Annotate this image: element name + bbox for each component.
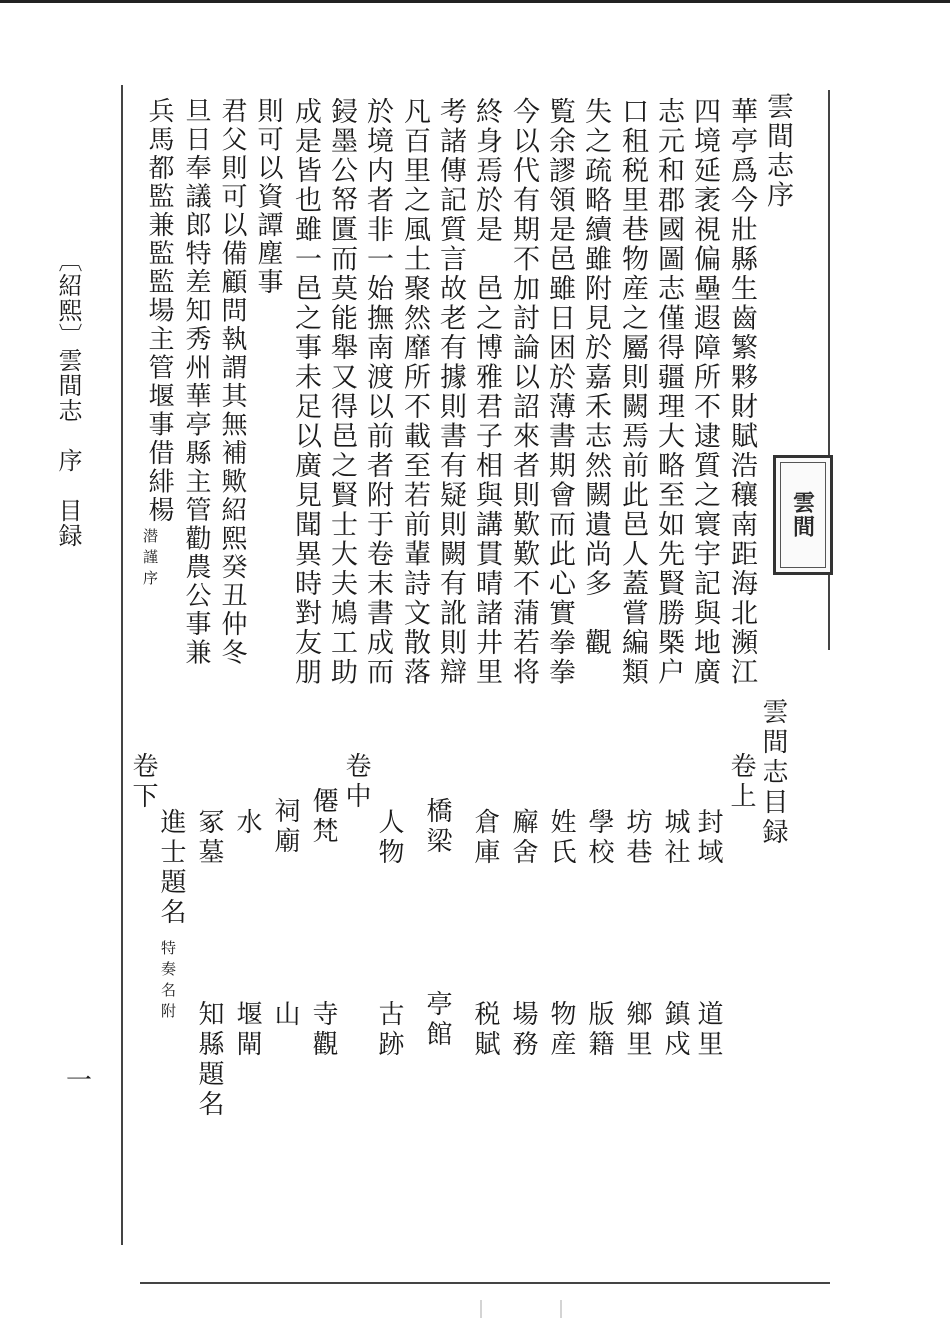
toc-item: 道里 xyxy=(693,1000,723,1060)
preface-column: 鋟墨公帑匱而莫能舉又得邑之賢士大夫鳩工助 xyxy=(326,97,357,687)
toc-item: 版籍 xyxy=(584,1000,614,1060)
toc-item: 廨舍 xyxy=(508,808,538,868)
top-border xyxy=(0,0,950,3)
toc-item: 僊梵 xyxy=(308,787,338,847)
toc-item: 學校 xyxy=(584,808,614,868)
scan-mark xyxy=(480,1300,482,1318)
preface-signature: 潜謹序 xyxy=(141,528,159,591)
bottom-border-rule xyxy=(140,1282,830,1284)
preface-column: 志元和郡國圖志僅得疆理大略至如先賢勝槩户 xyxy=(653,97,684,687)
toc-item: 倉庫 xyxy=(470,808,500,868)
preface-column: 口租税里巷物産之屬則闕焉前此邑人蓋嘗編類 xyxy=(617,97,648,687)
toc-juan-zhong: 卷中 xyxy=(341,752,371,812)
toc-item: 寺觀 xyxy=(308,1000,338,1060)
toc-item: 城社 xyxy=(660,808,690,868)
toc-item: 知縣題名 xyxy=(194,1000,224,1120)
toc-item: 場務 xyxy=(508,1000,538,1060)
side-header: 〔紹熙〕雲間志 序 目録 xyxy=(54,248,82,548)
toc-item: 冢墓 xyxy=(194,808,224,868)
scan-mark xyxy=(560,1300,562,1318)
preface-column: 君父則可以備顧問執謂其無補歟紹熙癸丑仲冬 xyxy=(217,97,247,667)
preface-title: 雲間志序 xyxy=(762,92,793,210)
toc-item: 人物 xyxy=(374,808,404,868)
toc-item: 進士題名 xyxy=(156,808,186,928)
preface-column: 成是皆也雖一邑之事未足以廣見聞異時對友朋 xyxy=(290,97,321,687)
preface-column: 今以代有期不加討論以詔來者則歎歎不蒲若将 xyxy=(508,97,539,687)
toc-item: 鄉里 xyxy=(622,1000,652,1060)
preface-column: 於境内者非一始撫南渡以前者附于卷末書成而 xyxy=(362,97,393,687)
toc-item: 封域 xyxy=(693,808,723,868)
toc-item: 橋梁 xyxy=(422,797,452,857)
toc-item: 亭館 xyxy=(422,990,452,1050)
toc-item: 古跡 xyxy=(374,1000,404,1060)
toc-item: 坊巷 xyxy=(622,808,652,868)
toc-item: 山 xyxy=(270,1000,300,1030)
preface-column: 旦日奉議郎特差知秀州華亭縣主管勸農公事兼 xyxy=(181,97,211,667)
left-border-rule xyxy=(121,85,123,1245)
preface-column: 四境延袤視偏壘遐障所不逮質之寰宇記與地廣 xyxy=(689,97,720,687)
toc-juan-shang: 卷上 xyxy=(726,752,756,812)
seal-stamp xyxy=(773,455,833,575)
toc-item: 鎮戍 xyxy=(660,1000,690,1060)
toc-note: 特奏名附 xyxy=(159,940,177,1024)
preface-column: 凡百里之風土聚然靡所不載至若前輩詩文散落 xyxy=(399,97,430,687)
preface-column: 終身焉於是 邑之博雅君子相與講貫晴諸井里 xyxy=(471,97,502,687)
preface-column: 失之疏略續雖附見於嘉禾志然闕遺尚多 觀 xyxy=(580,97,611,658)
page-number: 一 xyxy=(66,1066,94,1096)
toc-item: 姓氏 xyxy=(546,808,576,868)
toc-juan-xia: 卷下 xyxy=(128,752,158,812)
preface-column: 則可以資譚塵事 xyxy=(253,97,283,297)
toc-item: 祠廟 xyxy=(270,797,300,857)
preface-column: 華亭爲今壯縣生齒繁夥財賦浩穰南距海北瀕江 xyxy=(726,97,757,687)
preface-column: 兵馬都監兼監監場主管堰事借緋楊 xyxy=(144,97,174,525)
toc-item: 水 xyxy=(232,808,262,838)
toc-item: 堰閘 xyxy=(232,1000,262,1060)
toc-title: 雲間志目録 xyxy=(758,698,788,848)
preface-column: 考諸傳記質言故老有據則書有疑則闕有訛則辯 xyxy=(435,97,466,687)
preface-column: 覧余謬領是邑雖日困於薄書期會而此心實拳拳 xyxy=(544,97,575,687)
toc-item: 物産 xyxy=(546,1000,576,1060)
toc-item: 税賦 xyxy=(470,1000,500,1060)
seal-text: 雲間 xyxy=(789,491,816,539)
